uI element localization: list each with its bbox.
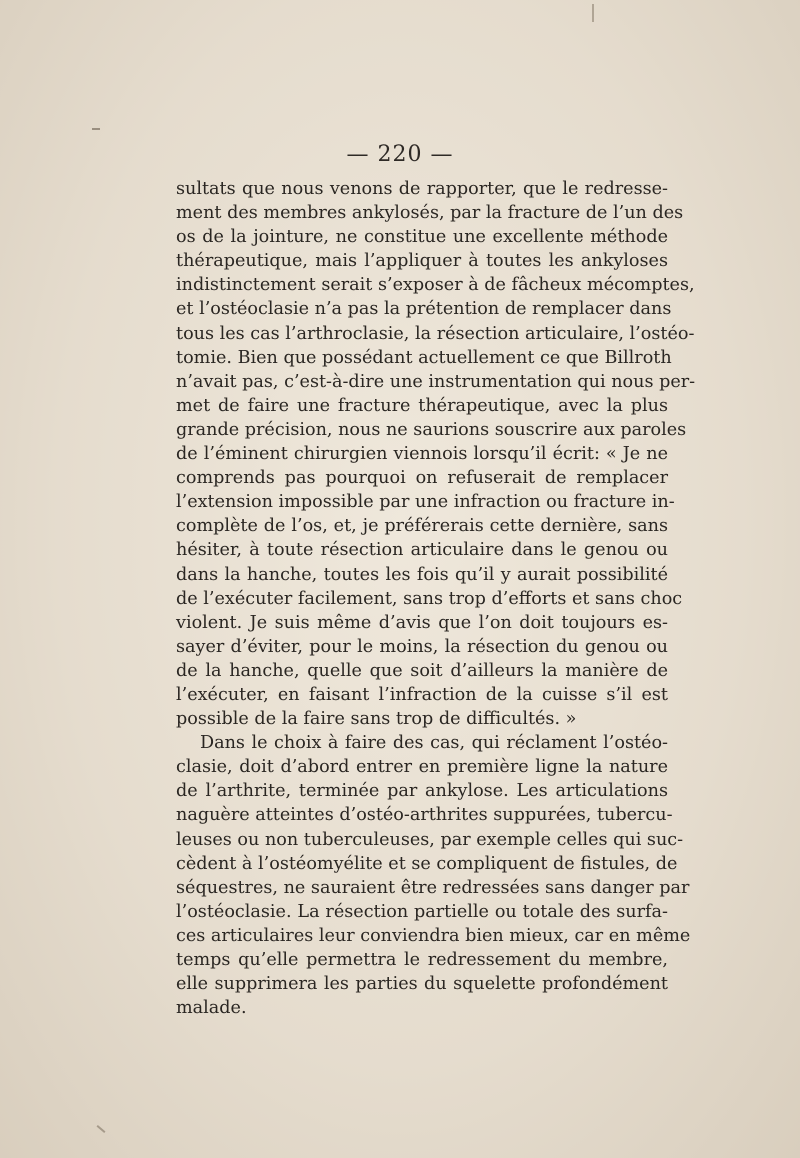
text-line: de l’éminent chirurgien viennois lorsqu’il écrit: « Je ne: [176, 444, 668, 465]
body-text: [176, 177, 696, 1020]
text-line: et l’ostéoclasie n’a pas la prétention de remplacer dans: [176, 299, 672, 320]
text-line: l’exécuter, en faisant l’infraction de la cuisse s’il est: [176, 684, 668, 705]
text-line: l’ostéoclasie. La résection partielle ou totale des surfa-: [176, 901, 668, 922]
text-line: de la hanche, quelle que soit d’ailleurs la manière de: [176, 660, 668, 681]
text-line: elle supprimera les parties du squelette profondément: [176, 974, 668, 995]
text-line: clasie, doit d’abord entrer en première ligne la nature: [176, 757, 668, 778]
text-line: n’avait pas, c’est-à-dire une instrumentation qui nous per-: [176, 371, 696, 392]
text-line: de l’arthrite, terminée par ankylose. Les articulations: [176, 781, 668, 802]
text-line: violent. Je suis même d’avis que l’on doit toujours es-: [176, 612, 668, 633]
text-line: thérapeutique, mais l’appliquer à toutes les ankyloses: [176, 251, 668, 272]
text-line: dans la hanche, toutes les fois qu’il y aurait possibilité: [176, 564, 668, 585]
text-line: sultats que nous venons de rapporter, que le redresse-: [176, 179, 668, 199]
text-line: l’extension impossible par une infraction ou fracture in-: [176, 492, 675, 513]
text-line: met de faire une fracture thérapeutique, avec la plus: [176, 395, 668, 416]
text-line: hésiter, à toute résection articulaire dans le genou ou: [176, 540, 668, 561]
paper-blemish: [592, 4, 594, 22]
paper-blemish: [92, 128, 100, 130]
text-line: de l’exécuter facilement, sans trop d’efforts et sans choc: [176, 588, 683, 609]
text-line: comprends pas pourquoi on refuserait de remplacer: [176, 468, 668, 489]
text-line: tous les cas l’arthroclasie, la résection articulaire, l’ostéo-: [176, 323, 695, 344]
text-line: Dans le choix à faire des cas, qui réclament l’ostéo-: [200, 733, 668, 754]
text-line: naguère atteintes d’ostéo-arthrites suppurées, tubercu-: [176, 805, 673, 826]
text-line: cèdent à l’ostéomyélite et se compliquent de fistules, de: [176, 853, 678, 874]
text-line: os de la jointure, ne constitue une excellente méthode: [176, 227, 668, 248]
text-line: indistinctement serait s’exposer à de fâcheux mécomptes,: [176, 275, 695, 296]
page-number: — 220 —: [346, 142, 454, 167]
paper-blemish: [97, 1125, 106, 1133]
text-line: complète de l’os, et, je préférerais cette dernière, sans: [176, 516, 668, 537]
text-line: séquestres, ne sauraient être redressées sans danger par: [176, 877, 690, 898]
text-line: ces articulaires leur conviendra bien mieux, car en même: [176, 925, 691, 946]
text-line: ment des membres ankylosés, par la fracture de l’un des: [176, 203, 684, 224]
text-line: temps qu’elle permettra le redressement du membre,: [176, 950, 668, 970]
text-line: tomie. Bien que possédant actuellement ce que Billroth: [176, 347, 672, 368]
text-line: grande précision, nous ne saurions souscrire aux paroles: [176, 419, 687, 440]
text-line: malade.: [176, 998, 247, 1019]
text-line: sayer d’éviter, pour le moins, la résection du genou ou: [176, 636, 668, 657]
text-line: leuses ou non tuberculeuses, par exemple celles qui suc-: [176, 829, 684, 850]
text-line: possible de la faire sans trop de difficultés. »: [176, 709, 577, 730]
